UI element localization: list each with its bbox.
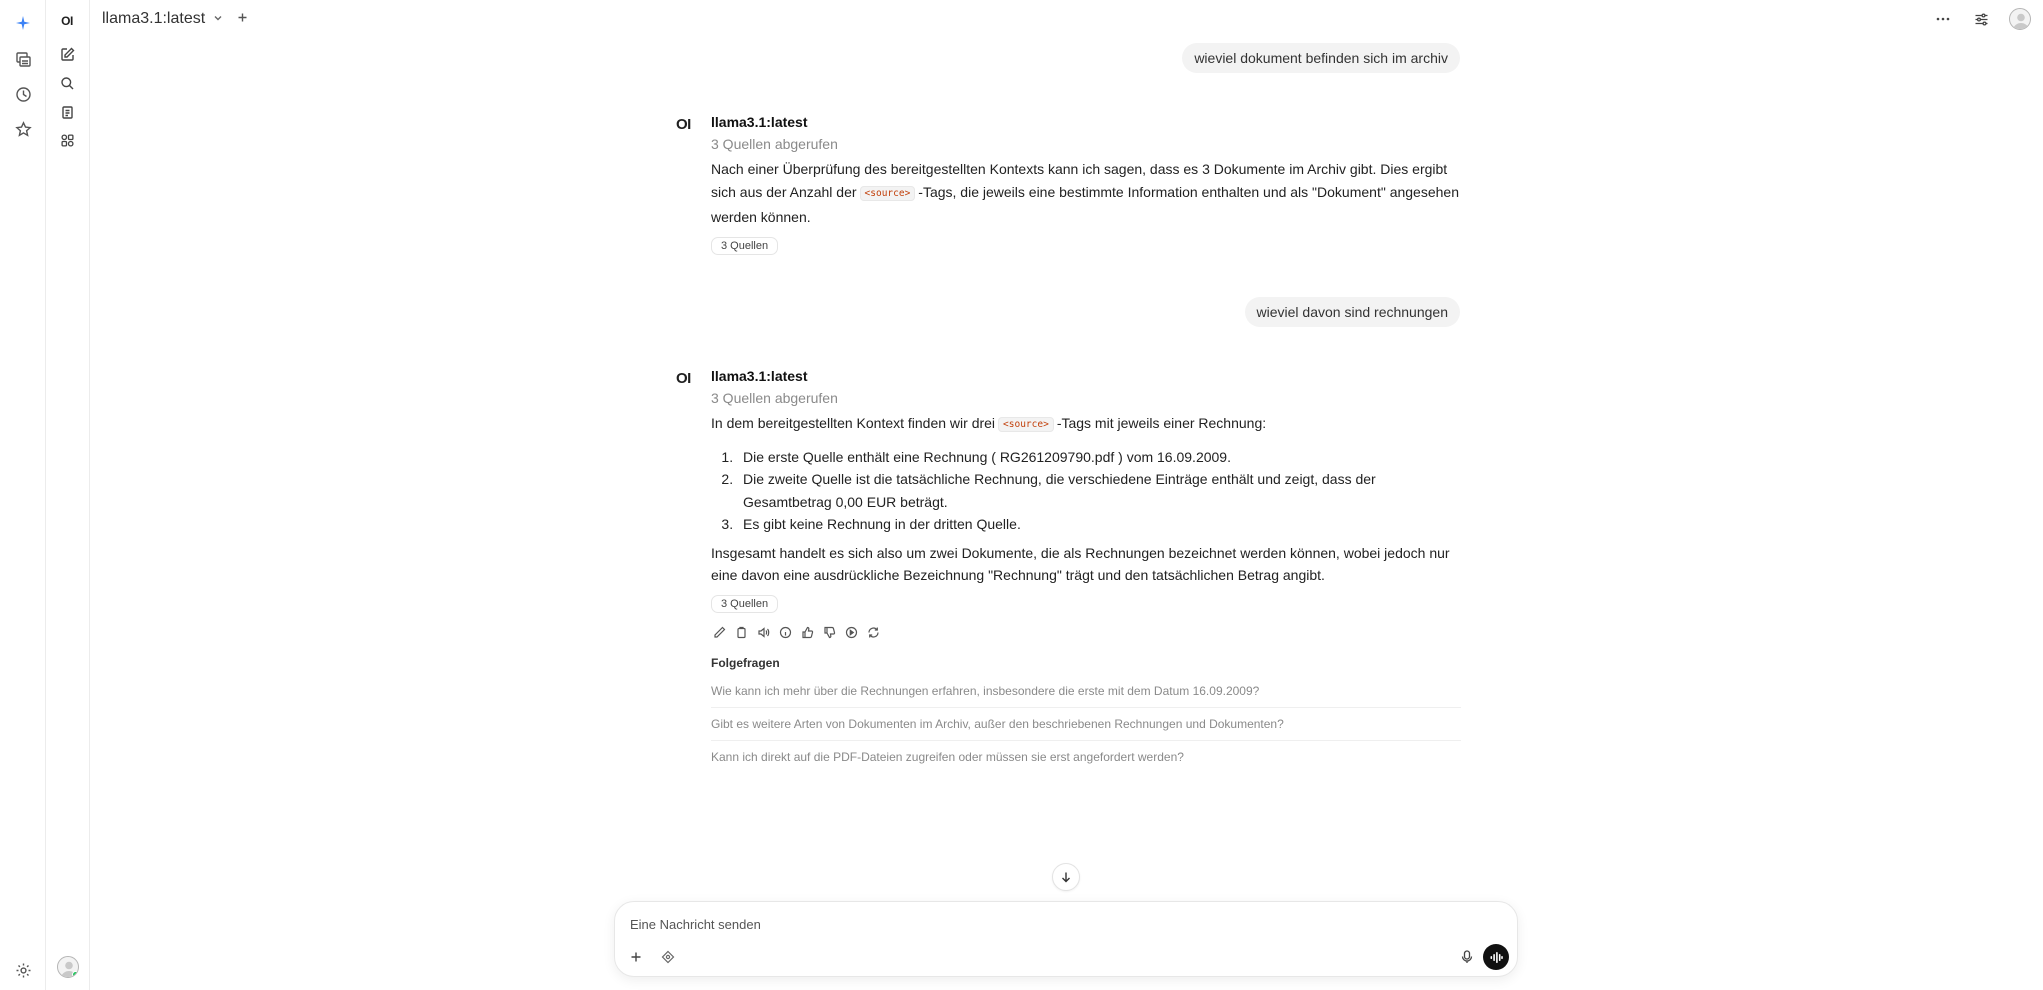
user-message-text: wieviel dokument befinden sich im archiv	[1194, 50, 1448, 66]
profile-avatar[interactable]	[2009, 8, 2031, 30]
online-status-dot	[72, 971, 79, 978]
sources-retrieved[interactable]: 3 Quellen abgerufen	[711, 136, 838, 152]
followup-item[interactable]: Kann ich direkt auf die PDF-Dateien zugreifen oder müssen sie erst angefordert werden?	[711, 749, 1184, 764]
top-right-controls	[1933, 8, 2031, 30]
model-name: llama3.1:latest	[711, 368, 808, 384]
followup-item[interactable]: Wie kann ich mehr über die Rechnungen erfahren, insbesondere die erste mit dem Datum 16.09.2009?	[711, 675, 1461, 708]
arrow-down-icon	[1060, 871, 1072, 883]
list-item: 1. Die erste Quelle enthält eine Rechnung ( RG261209790.pdf ) vom 16.09.2009.	[737, 446, 1461, 469]
edit-icon[interactable]	[711, 625, 727, 641]
thumbs-up-icon[interactable]	[799, 625, 815, 641]
assistant-message-body	[711, 368, 1461, 773]
sources-chip[interactable]: 3 Quellen	[711, 237, 778, 255]
settings-icon[interactable]	[12, 959, 34, 981]
copy-icon[interactable]	[733, 625, 749, 641]
user-message	[1182, 43, 1460, 73]
list-item: 3. Es gibt keine Rechnung in der dritten Quelle.	[737, 513, 1461, 536]
more-options-icon[interactable]	[1933, 9, 1953, 29]
controls-icon[interactable]	[1971, 9, 1991, 29]
scroll-to-bottom-button[interactable]	[1052, 863, 1080, 891]
notes-icon[interactable]	[56, 101, 78, 123]
app-logo[interactable]: OI	[61, 14, 73, 28]
code-tag: <source>	[860, 186, 916, 201]
followups-title: Folgefragen	[711, 655, 780, 670]
waveform-icon	[1490, 952, 1503, 963]
tools-icon[interactable]	[658, 947, 678, 967]
response-paragraph	[711, 158, 1461, 229]
new-chat-icon[interactable]	[56, 43, 78, 65]
followups-list	[711, 675, 1461, 773]
add-model-icon[interactable]	[237, 10, 248, 28]
workspace-icon[interactable]	[12, 48, 34, 70]
sources-chip[interactable]: 3 Quellen	[711, 595, 778, 613]
search-icon[interactable]	[56, 72, 78, 94]
sparkle-icon[interactable]	[12, 12, 34, 34]
followup-item[interactable]: Gibt es weitere Arten von Dokumenten im Archiv, außer den beschriebenen Rechnungen und Dokumenten?	[711, 708, 1461, 741]
list-item: 2. Die zweite Quelle ist die tatsächliche Rechnung, die verschiedene Einträge enthält und zeigt, dass der Gesamtbetrag 0,00 EUR beträgt.	[737, 468, 1461, 513]
code-tag: <source>	[998, 417, 1054, 432]
voice-mode-button[interactable]	[1483, 944, 1509, 970]
response-summary: Insgesamt handelt es sich also um zwei Dokumente, die als Rechnungen bezeichnet werden können, wobei jedoch nur eine davon eine ausdrückliche Bezeichnung "Rechnung" trägt und den tatsächlichen Betrag angibt.	[711, 544, 1450, 583]
response-text: -Tags, die jeweils eine bestimmte Information enthalten und als "Dokument" angesehen werden können.	[711, 183, 1459, 225]
response-text: In dem bereitgestellten Kontext finden wir drei	[711, 415, 996, 431]
add-attachment-icon[interactable]	[626, 947, 646, 967]
thumbs-down-icon[interactable]	[821, 625, 837, 641]
response-paragraph	[711, 412, 1461, 438]
star-icon[interactable]	[12, 118, 34, 140]
info-icon[interactable]	[777, 625, 793, 641]
message-input[interactable]: Eine Nachricht senden	[630, 917, 761, 932]
model-name: llama3.1:latest	[711, 114, 808, 130]
regenerate-icon[interactable]	[865, 625, 881, 641]
message-composer	[614, 901, 1518, 977]
response-list	[711, 446, 1461, 536]
assistant-message-body	[711, 114, 1461, 255]
model-selector[interactable]: llama3.1:latest	[102, 10, 206, 27]
sidebar	[46, 0, 90, 990]
user-message-text: wieviel davon sind rechnungen	[1256, 304, 1448, 320]
sources-retrieved[interactable]: 3 Quellen abgerufen	[711, 390, 838, 406]
model-badge: OI	[676, 116, 691, 133]
read-aloud-icon[interactable]	[755, 625, 771, 641]
chevron-down-icon[interactable]	[213, 13, 223, 26]
response-text: -Tags mit jeweils einer Rechnung:	[1056, 415, 1267, 431]
continue-icon[interactable]	[843, 625, 859, 641]
apps-icon[interactable]	[56, 129, 78, 151]
microphone-icon[interactable]	[1457, 947, 1477, 967]
top-bar	[90, 0, 2043, 38]
message-actions	[711, 625, 1461, 641]
model-badge: OI	[676, 370, 691, 387]
user-avatar[interactable]	[57, 956, 79, 978]
user-message	[1245, 297, 1460, 327]
response-text: Nach einer Überprüfung des bereitgestellten Kontexts kann ich sagen, dass es 3 Dokumente im Archiv gibt. Dies ergibt sich aus der Anzahl der	[711, 161, 1448, 200]
history-icon[interactable]	[12, 83, 34, 105]
app-rail	[0, 0, 46, 990]
